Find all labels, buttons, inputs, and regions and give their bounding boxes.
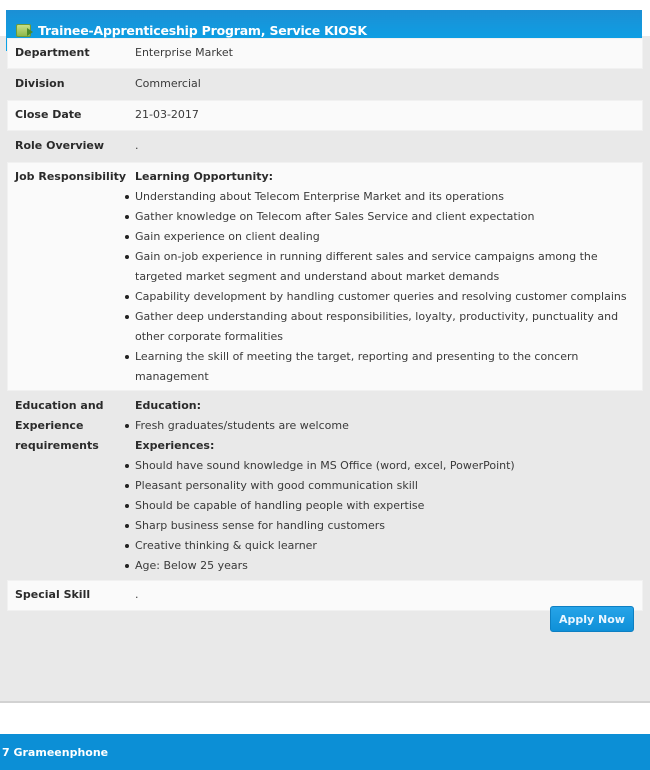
detail-label: Job Responsibility xyxy=(15,170,127,183)
detail-label: Division xyxy=(15,77,65,90)
education-list xyxy=(135,416,642,436)
responsibility-list xyxy=(135,187,642,387)
detail-value: Enterprise Market xyxy=(135,46,233,59)
list-item: Gather deep understanding about responsibilities, loyalty, productivity, punctuality and other corporate formalities xyxy=(135,307,642,347)
job-details-table xyxy=(7,38,643,611)
detail-label: Role Overview xyxy=(15,139,105,152)
list-item: Gain on-job experience in running different sales and service campaigns among the targeted market segment and understand about market demands xyxy=(135,247,642,287)
footer-copyright: 7 Grameenphone xyxy=(2,745,109,759)
experience-list xyxy=(135,456,642,576)
footer-bar xyxy=(0,734,650,770)
list-item: Pleasant personality with good communication skill xyxy=(135,476,642,496)
detail-row-education xyxy=(7,391,643,580)
page-title: Trainee-Apprenticeship Program, Service KIOSK xyxy=(38,23,367,38)
detail-row-special-skill xyxy=(7,580,643,611)
detail-value xyxy=(135,167,642,387)
detail-row-role-overview xyxy=(7,131,643,162)
label-line: Experience xyxy=(15,419,84,432)
detail-value: . xyxy=(135,588,139,601)
detail-value xyxy=(135,396,642,576)
section-heading: Experiences: xyxy=(135,439,215,452)
list-item: Should have sound knowledge in MS Office (word, excel, PowerPoint) xyxy=(135,456,642,476)
list-item: Should be capable of handling people with expertise xyxy=(135,496,642,516)
detail-value: 21-03-2017 xyxy=(135,108,199,121)
list-item: Creative thinking & quick learner xyxy=(135,536,642,556)
section-heading: Education: xyxy=(135,399,201,412)
section-heading: Learning Opportunity: xyxy=(135,170,274,183)
list-item: Gather knowledge on Telecom after Sales Service and client expectation xyxy=(135,207,642,227)
detail-row-job-responsibility xyxy=(7,162,643,391)
detail-label: Department xyxy=(15,46,90,59)
apply-now-button[interactable]: Apply Now xyxy=(550,606,634,632)
list-item: Learning the skill of meeting the target, reporting and presenting to the concern management xyxy=(135,347,642,387)
label-line: Education and xyxy=(15,399,104,412)
detail-row-division xyxy=(7,69,643,100)
list-item: Sharp business sense for handling customers xyxy=(135,516,642,536)
detail-row-department xyxy=(7,38,643,69)
list-item: Capability development by handling customer queries and resolving customer complains xyxy=(135,287,642,307)
detail-value: Commercial xyxy=(135,77,201,90)
list-item: Fresh graduates/students are welcome xyxy=(135,416,642,436)
list-item: Gain experience on client dealing xyxy=(135,227,642,247)
list-item: Age: Below 25 years xyxy=(135,556,642,576)
list-item: Understanding about Telecom Enterprise Market and its operations xyxy=(135,187,642,207)
detail-label: Special Skill xyxy=(15,588,91,601)
detail-label xyxy=(8,396,135,576)
detail-row-close-date xyxy=(7,100,643,131)
detail-label: Close Date xyxy=(15,108,82,121)
detail-value: . xyxy=(135,139,139,152)
page-arrow-icon xyxy=(16,24,31,37)
label-line: requirements xyxy=(15,439,99,452)
